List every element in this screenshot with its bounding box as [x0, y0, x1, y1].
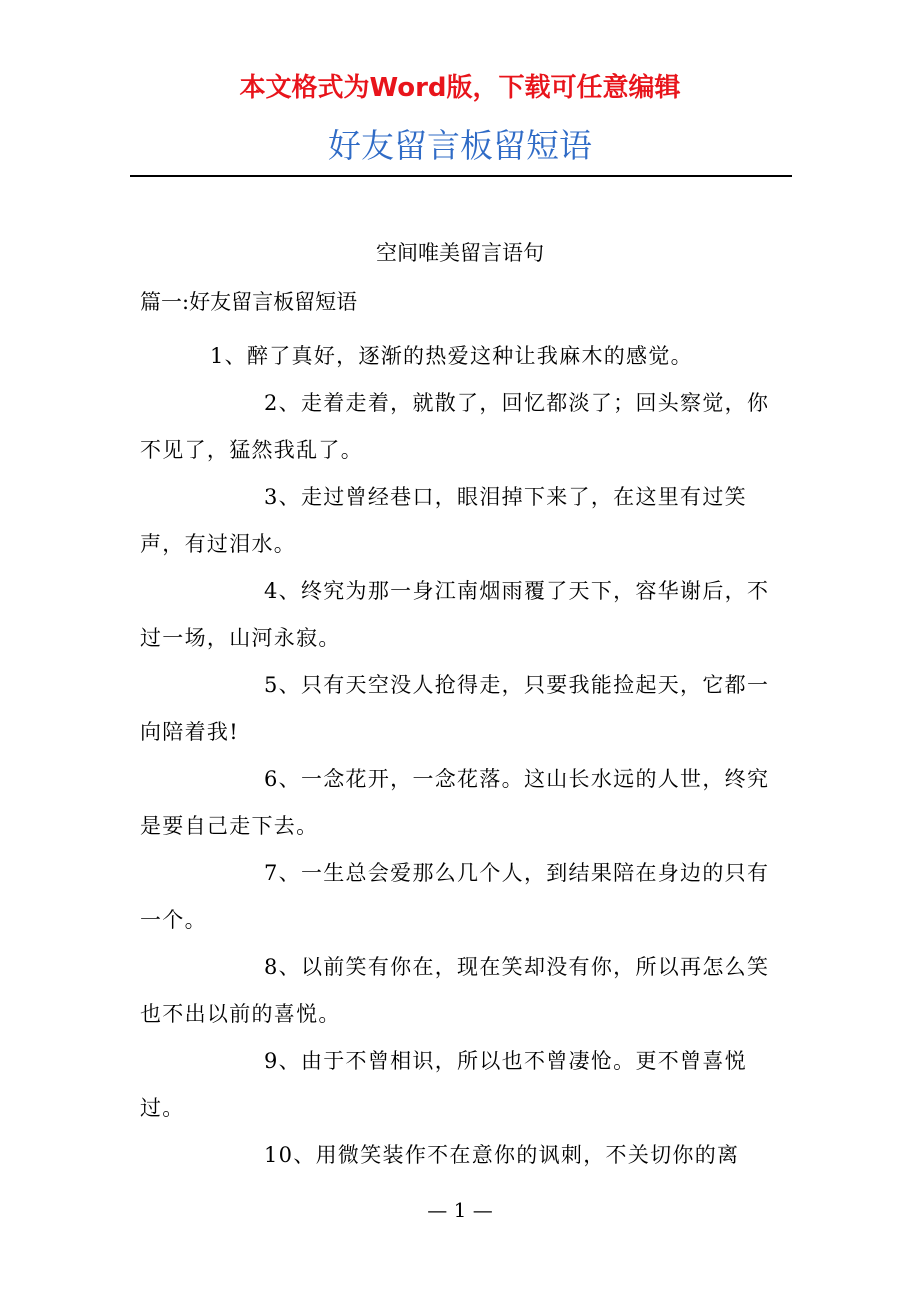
- document-title: 好友留言板留短语: [328, 126, 592, 165]
- quote-list: [140, 333, 780, 1179]
- format-notice-banner: 本文格式为Word版，下载可任意编辑: [239, 73, 681, 103]
- list-item: 9、由于不曾相识，所以也不曾凄怆。更不曾喜悦过。: [140, 1049, 747, 1120]
- subtitle: 空间唯美留言语句: [376, 241, 544, 265]
- list-item: 1、醉了真好，逐渐的热爱这种让我麻木的感觉。: [210, 344, 693, 368]
- title-divider: [130, 175, 792, 177]
- list-item: 7、一生总会爱那么几个人，到结果陪在身边的只有一个。: [140, 861, 770, 932]
- list-item: 6、一念花开，一念花落。这山长水远的人世，终究是要自己走下去。: [140, 767, 770, 838]
- list-item: 5、只有天空没人抢得走，只要我能捡起天，它都一向陪着我!: [140, 673, 770, 744]
- list-item: 2、走着走着，就散了，回忆都淡了；回头察觉，你不见了，猛然我乱了。: [140, 391, 770, 462]
- list-item: 10、用微笑装作不在意你的讽刺，不关切你的离: [264, 1143, 740, 1167]
- section-heading: 篇一:好友留言板留短语: [140, 290, 358, 314]
- list-item: 3、走过曾经巷口，眼泪掉下来了，在这里有过笑声，有过泪水。: [140, 485, 747, 556]
- page-number: — 1 —: [427, 1198, 493, 1222]
- list-item: 4、终究为那一身江南烟雨覆了天下，容华谢后，不过一场，山河永寂。: [140, 579, 770, 650]
- list-item: 8、以前笑有你在，现在笑却没有你，所以再怎么笑也不出以前的喜悦。: [140, 955, 770, 1026]
